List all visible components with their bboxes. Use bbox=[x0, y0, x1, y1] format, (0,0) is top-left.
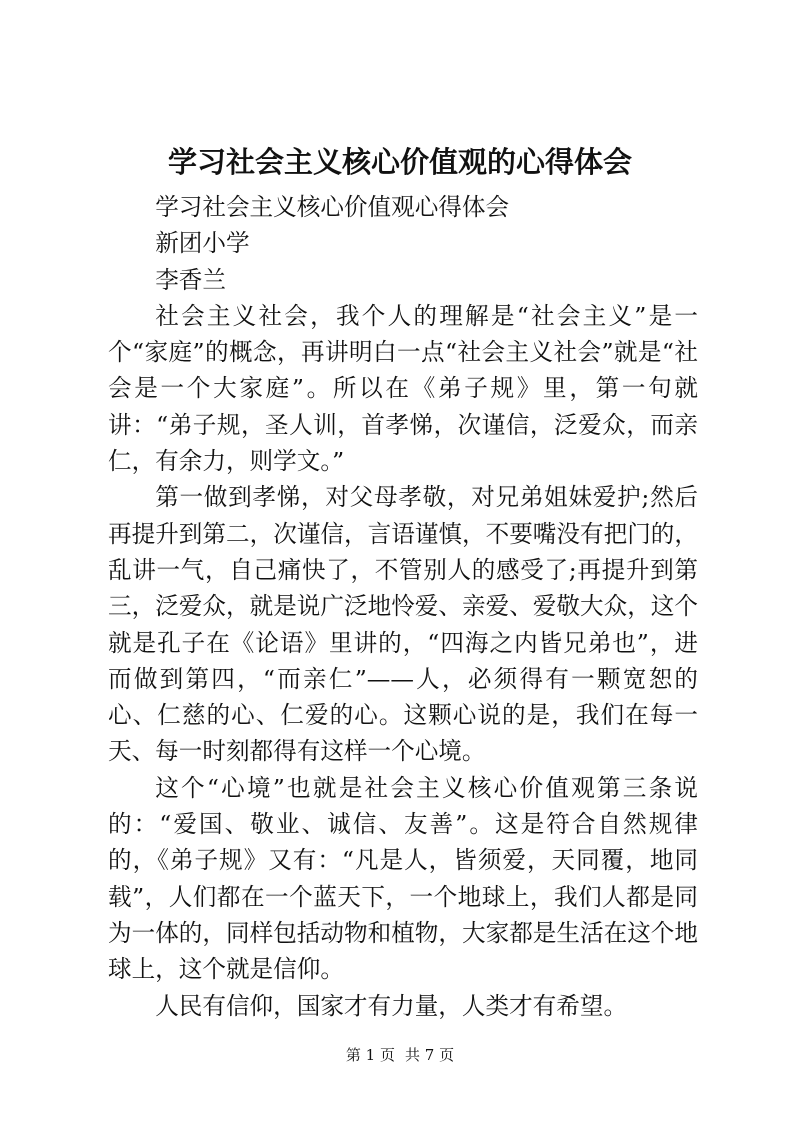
document-body bbox=[108, 189, 698, 1024]
page-number: 第 1 页 bbox=[345, 1046, 395, 1064]
page-total: 共 7 页 bbox=[405, 1046, 455, 1064]
author-name: 李香兰 bbox=[155, 265, 226, 294]
document-title: 学习社会主义核心价值观的心得体会 bbox=[167, 145, 632, 179]
paragraph-3: 这个“心境”也就是社会主义核心价值观第三条说的：“爱国、敬业、诚信、友善”。这是符合自然规律的，《弟子规》又有：“凡是人，皆须爱，天同覆，地同载”，人们都在一个蓝天下，一个地球上，我们人都是同为一体的，同样包括动物和植物，大家都是生活在这个地球上，这个就是信仰。 bbox=[108, 773, 698, 984]
paragraph-2: 第一做到孝悌，对父母孝敬，对兄弟姐妹爱护;然后再提升到第二，次谨信，言语谨慎，不要嘴没有把门的，乱讲一气，自己痛快了，不管别人的感受了;再提升到第三，泛爱众，就是说广泛地怜爱、亲爱、爱敬大众，这个就是孔子在《论语》里讲的，“四海之内皆兄弟也”，进而做到第四，“而亲仁”——人，必须得有一颗宽恕的心、仁慈的心、仁爱的心。这颗心说的是，我们在每一天、每一时刻都得有这样一个心境。 bbox=[108, 483, 698, 766]
document-subtitle: 学习社会主义核心价值观心得体会 bbox=[155, 193, 510, 221]
school-name: 新团小学 bbox=[155, 229, 250, 258]
paragraph-1: 社会主义社会，我个人的理解是“社会主义”是一个“家庭”的概念，再讲明白一点“社会主义社会”就是“社会是一个大家庭”。所以在《弟子规》里，第一句就讲：“弟子规，圣人训，首孝悌，次谨信，泛爱众，而亲仁，有余力，则学文。” bbox=[108, 301, 698, 476]
page-footer bbox=[0, 1045, 800, 1065]
paragraph-4: 人民有信仰，国家才有力量，人类才有希望。 bbox=[155, 991, 628, 1020]
